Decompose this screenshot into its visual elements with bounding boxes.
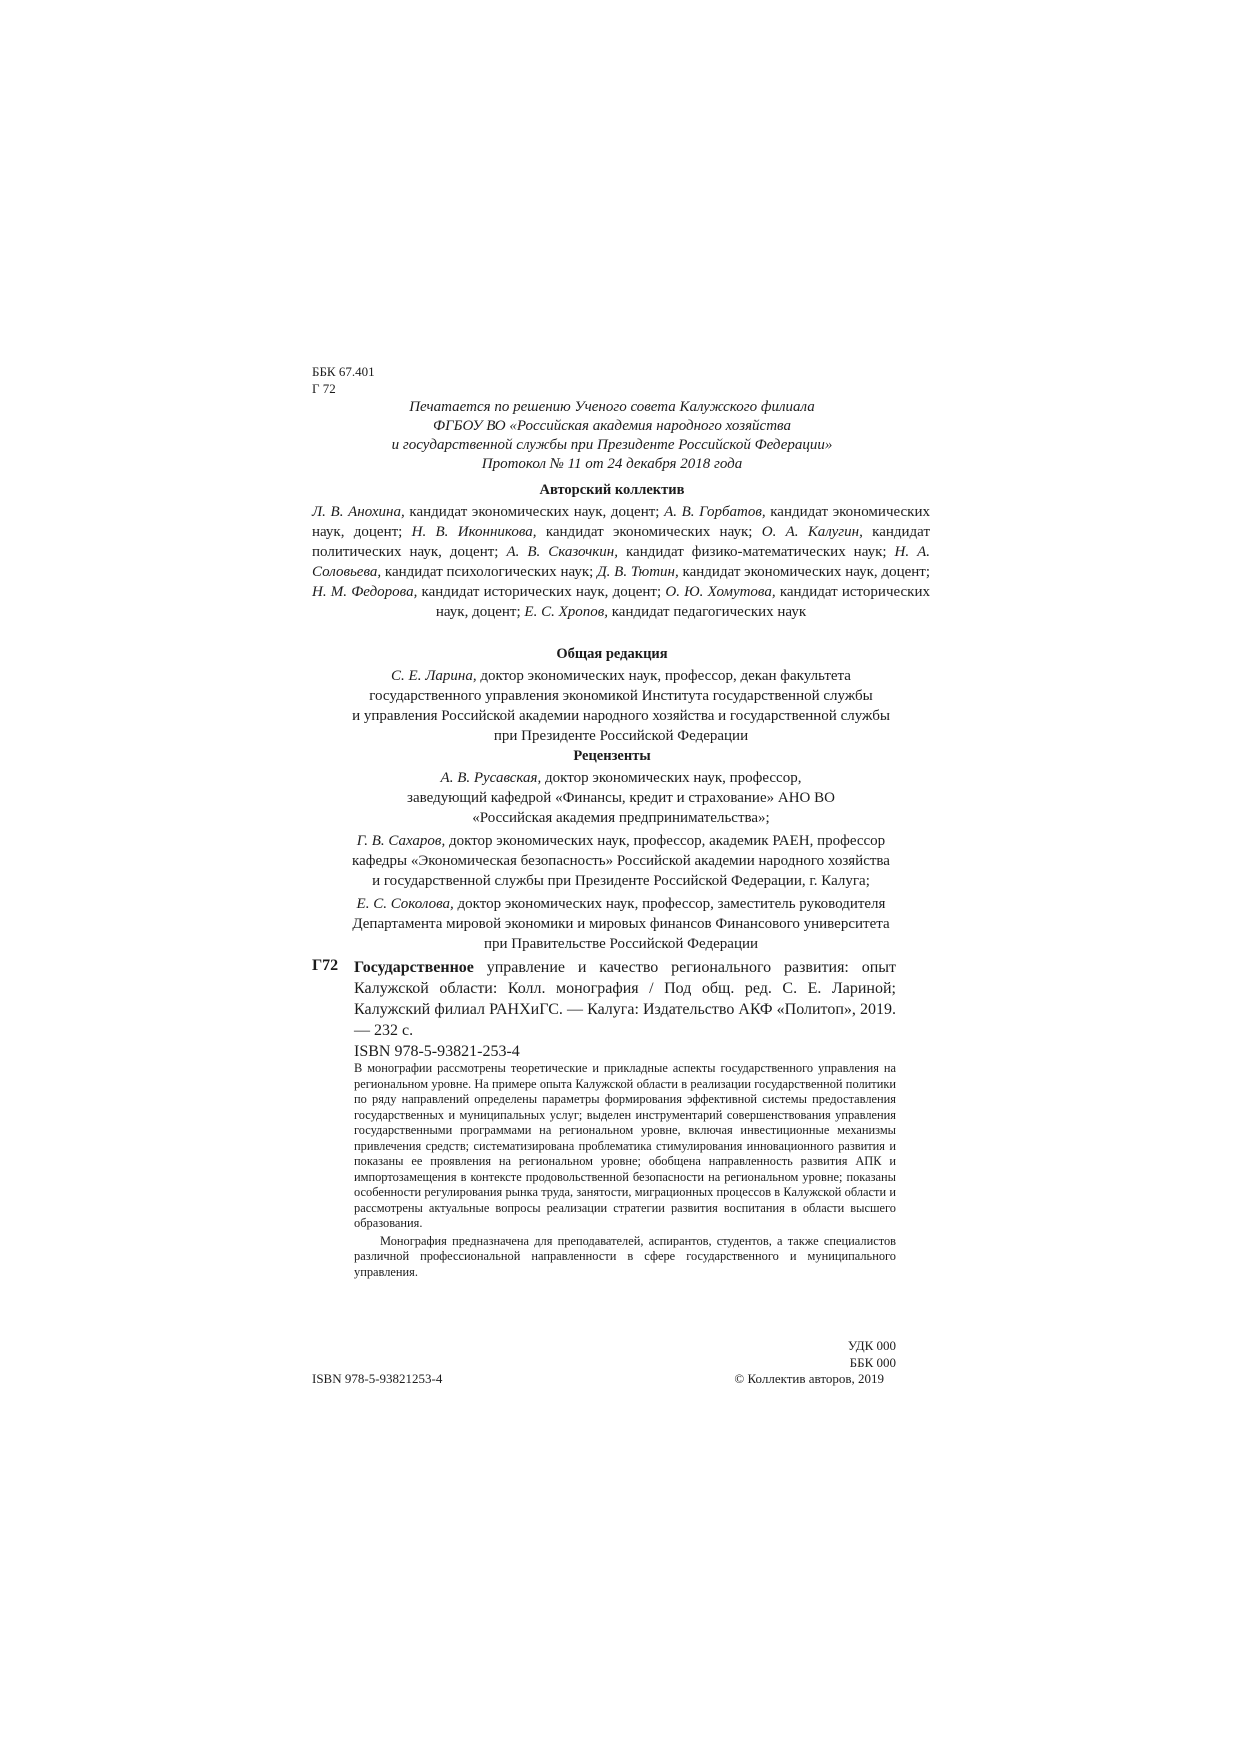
editor-line: государственного управления экономикой Института государственной службы xyxy=(369,688,873,704)
authors-list xyxy=(312,502,930,622)
footer-isbn: ISBN 978-5-93821253-4 xyxy=(312,1371,443,1386)
author-name: А. В. Сказочкин, xyxy=(506,544,618,560)
author-degree: кандидат физико-математических наук; xyxy=(618,544,895,560)
reviewer-line: А. В. Русавская, доктор экономических наук, профессор, xyxy=(440,770,802,786)
approval-line: и государственной службы при Президенте Российской Федерации» xyxy=(391,437,833,453)
approval-line: ФГБОУ ВО «Российская академия народного хозяйства xyxy=(433,418,791,434)
reviewer-name: Е. С. Соколова, xyxy=(356,896,454,912)
reviewer-name: А. В. Русавская, xyxy=(440,770,542,786)
reviewer-2 xyxy=(312,831,930,891)
abstract xyxy=(354,1061,896,1280)
bbk-code: ББК 67.401 xyxy=(312,364,375,379)
author-name: Н. А. Соловьева, xyxy=(312,544,931,580)
approval-line: Протокол № 11 от 24 декабря 2018 года xyxy=(481,456,743,472)
author-degree: кандидат экономических наук, доцент; xyxy=(404,504,665,520)
udk-code: УДК 000 xyxy=(847,1338,896,1353)
reviewers-heading: Рецензенты xyxy=(573,748,651,764)
approval-line: Печатается по решению Ученого совета Калужского филиала xyxy=(409,399,815,415)
author-degree: кандидат исторических наук, доцент; xyxy=(435,584,930,620)
reviewer-line: «Российская академия предпринимательства»; xyxy=(472,810,770,826)
editor-line: С. Е. Ларина, доктор экономических наук, профессор, декан факультета xyxy=(391,668,851,684)
reviewer-1 xyxy=(312,768,930,828)
catalog-entry xyxy=(354,957,896,1062)
entry-isbn: ISBN 978-5-93821-253-4 xyxy=(354,1043,520,1060)
author-degree: кандидат экономических наук, доцент; xyxy=(678,564,931,580)
author-name: О. Ю. Хомутова, xyxy=(665,584,776,600)
author-name: А. В. Горбатов, xyxy=(664,504,766,520)
classification-codes xyxy=(312,363,375,397)
author-name: Е. С. Хропов, xyxy=(524,604,608,620)
entry-title: Государственное управление и качество регионального развития: опыт Калужской области: Колл. монография / Под общ. ред. С. Е. Лариной; Калужский филиал РАНХиГС. — Калуга: Издательство АКФ «Политоп», 2019. — 232 с. xyxy=(354,959,896,1039)
author-degree: кандидат педагогических наук xyxy=(608,604,807,620)
author-degree: кандидат экономических наук; xyxy=(536,524,762,540)
author-degree: кандидат политических наук, доцент; xyxy=(312,524,931,560)
author-degree: кандидат исторических наук, доцент; xyxy=(417,584,666,600)
reviewer-line: Департамента мировой экономики и мировых финансов Финансового университета xyxy=(352,916,890,932)
author-name: Н. М. Федорова, xyxy=(312,584,418,600)
abstract-paragraph: Монография предназначена для преподавателей, аспирантов, студентов, а также специалистов различной профессиональной направленности в сфере государственного и муниципального управления. xyxy=(354,1233,896,1279)
bbk-code-footer: ББК 000 xyxy=(849,1355,896,1370)
author-degree: кандидат экономических наук, доцент; xyxy=(312,504,930,540)
editor-heading: Общая редакция xyxy=(556,646,668,662)
editor-line: и управления Российской академии народного хозяйства и государственной службы xyxy=(352,708,890,724)
entry-code: Г72 xyxy=(312,957,339,974)
udk-bbk xyxy=(848,1337,896,1371)
abstract-paragraph: В монографии рассмотрены теоретические и прикладные аспекты государственного управления на региональном уровне. На примере опыта Калужской области в реализации государственной политики по ряду направлений определены параметры формирования эффективной системы предоставления государственных и муниципальных услуг; выделен инструментарий совершенствования управления государственными программами на региональном уровне, включая инвестиционные механизмы привлечения средств; систематизирована проблематика стимулирования инновационного развития и показаны ее проявления на региональном уровне; обобщена направленность развития АПК и импортозамещения в контексте продовольственной безопасности на региональном уровне; показаны особенности регулирования рынка труда, занятости, миграционных процессов в Калужской области и рассмотрены актуальные вопросы реализации стратегии развития воспитания в области высшего образования. xyxy=(354,1061,896,1230)
reviewer-line: Г. В. Сахаров, доктор экономических наук, профессор, академик РАЕН, профессор xyxy=(356,833,886,849)
publication-approval xyxy=(312,398,912,474)
reviewer-line: при Правительстве Российской Федерации xyxy=(483,936,759,952)
reviewer-3 xyxy=(312,894,930,954)
reviewer-name: Г. В. Сахаров, xyxy=(356,833,446,849)
authors-heading: Авторский коллектив xyxy=(539,482,685,498)
editor-line: при Президенте Российской Федерации xyxy=(493,728,749,744)
entry-title-bold: Государственное xyxy=(354,959,474,976)
cutter-code: Г 72 xyxy=(312,381,336,396)
reviewer-line: и государственной службы при Президенте Российской Федерации, г. Калуга; xyxy=(372,873,870,889)
editor-block xyxy=(312,666,930,746)
reviewer-line: кафедры «Экономическая безопасность» Российской академии народного хозяйства xyxy=(352,853,890,869)
editor-name: С. Е. Ларина, xyxy=(391,668,477,684)
reviewer-line: заведующий кафедрой «Финансы, кредит и страхование» АНО ВО xyxy=(407,790,835,806)
author-degree: кандидат психологических наук; xyxy=(381,564,598,580)
author-name: О. А. Калугин, xyxy=(761,524,863,540)
copyright: © Коллектив авторов, 2019 xyxy=(734,1371,884,1386)
reviewer-line: Е. С. Соколова, доктор экономических наук, профессор, заместитель руководителя xyxy=(356,896,886,912)
author-name: Д. В. Тютин, xyxy=(597,564,679,580)
author-name: Н. В. Иконникова, xyxy=(411,524,537,540)
author-name: Л. В. Анохина, xyxy=(312,504,405,520)
